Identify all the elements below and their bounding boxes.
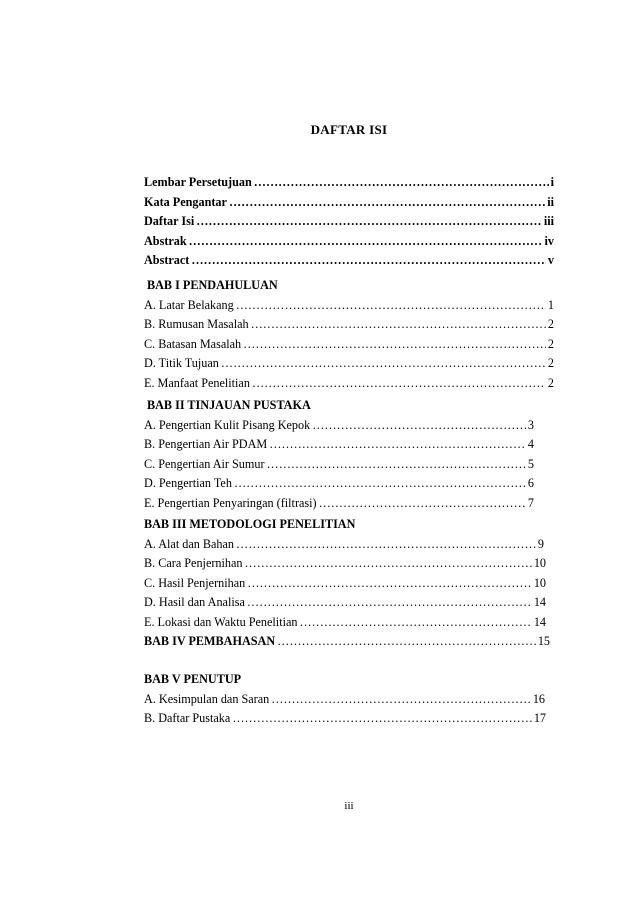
- toc-entry-label: A. Alat dan Bahan: [144, 536, 235, 551]
- toc-entry: [144, 613, 546, 633]
- bab2-heading: BAB II TINJAUAN PUSTAKA: [147, 398, 311, 412]
- toc-leader-dots: [254, 173, 549, 193]
- bab2-section: [144, 396, 554, 514]
- toc-leader-dots: [234, 474, 526, 494]
- toc-entry-label: B. Cara Penjernihan: [144, 556, 243, 571]
- toc-entry: [144, 416, 534, 436]
- toc-leader-dots: [252, 374, 546, 394]
- toc-entry: [144, 632, 550, 652]
- bab1-heading: BAB I PENDAHULUAN: [147, 278, 278, 292]
- toc-entry-label: E. Lokasi dan Waktu Penelitian: [144, 614, 298, 629]
- toc-entry-page: 2: [547, 336, 554, 351]
- toc-entry-page: i: [550, 175, 554, 189]
- toc-entry-page: 15: [537, 634, 550, 648]
- toc-entry-page: 2: [547, 356, 554, 371]
- toc-entry: [144, 435, 534, 455]
- toc-entry: [144, 593, 546, 613]
- toc-leader-dots: [319, 494, 526, 514]
- page-title: DAFTAR ISI: [310, 122, 388, 137]
- toc-leader-dots: [243, 335, 546, 355]
- toc-leader-dots: [312, 416, 526, 436]
- toc-entry-label: Abstrak: [144, 233, 187, 248]
- toc-entry-page: 17: [533, 711, 546, 726]
- toc-entry: [144, 251, 554, 271]
- toc-entry-label: Lembar Persetujuan: [144, 175, 252, 189]
- toc-entry-page: 2: [547, 375, 554, 390]
- toc-entry-label: B. Daftar Pustaka: [144, 711, 231, 726]
- toc-entry: [144, 173, 554, 193]
- toc-entry-page: v: [547, 253, 554, 268]
- toc-entry-page: 4: [527, 437, 534, 452]
- toc-leader-dots: [229, 193, 545, 213]
- toc-entry: [144, 374, 554, 394]
- toc-entry: [144, 554, 546, 574]
- toc-entry-label: D. Hasil dan Analisa: [144, 595, 245, 610]
- toc-leader-dots: [236, 296, 546, 316]
- toc-entry-page: 2: [547, 317, 554, 332]
- toc-entry-label: B. Pengertian Air PDAM: [144, 437, 268, 452]
- toc-leader-dots: [189, 232, 543, 252]
- toc-entry-label: Daftar Isi: [144, 214, 195, 229]
- toc-entry-label: E. Manfaat Penelitian: [144, 375, 250, 390]
- toc-entry-page: 10: [533, 575, 546, 590]
- bab5-heading: BAB V PENUTUP: [144, 672, 242, 686]
- toc-entry: [144, 494, 534, 514]
- toc-leader-dots: [247, 574, 532, 594]
- toc-leader-dots: [191, 251, 546, 271]
- toc-entry: [144, 574, 546, 594]
- toc-entry-page: 3: [527, 417, 534, 432]
- toc-entry-label: C. Hasil Penjernihan: [144, 575, 246, 590]
- toc-entry: [144, 232, 554, 252]
- toc-entry-label: B. Rumusan Masalah: [144, 317, 249, 332]
- toc-entry-page: iv: [544, 233, 554, 248]
- toc-entry-label: C. Batasan Masalah: [144, 336, 242, 351]
- toc-entry-label: C. Pengertian Air Sumur: [144, 456, 265, 471]
- toc-leader-dots: [221, 354, 546, 374]
- toc-entry-page: 6: [527, 476, 534, 491]
- toc-leader-dots: [236, 535, 536, 555]
- toc-entry-page: 14: [533, 614, 546, 629]
- toc-entry: [144, 690, 545, 710]
- toc-entry-label: E. Pengertian Penyaringan (filtrasi): [144, 495, 317, 510]
- toc-entry-label: A. Latar Belakang: [144, 297, 234, 312]
- page-number: iii: [344, 800, 354, 812]
- bab3-section: [144, 515, 554, 633]
- toc-leader-dots: [232, 709, 532, 729]
- toc-entry: [144, 193, 554, 213]
- toc-entry-label: Kata Pengantar: [144, 194, 227, 209]
- toc-entry-page: iii: [543, 214, 554, 229]
- toc-leader-dots: [277, 632, 536, 652]
- toc-entry-label: A. Kesimpulan dan Saran: [144, 691, 270, 706]
- toc-leader-dots: [245, 554, 532, 574]
- toc-entry-page: ii: [547, 194, 554, 209]
- toc-entry: [144, 709, 546, 729]
- toc-leader-dots: [271, 690, 531, 710]
- toc-entry-page: 10: [533, 556, 546, 571]
- toc-entry: [144, 354, 554, 374]
- toc-entry-page: 1: [547, 297, 554, 312]
- toc-entry: [144, 474, 534, 494]
- toc-leader-dots: [299, 613, 531, 633]
- toc-entry-page: 14: [533, 595, 546, 610]
- toc-leader-dots: [269, 435, 526, 455]
- toc-entry-label: A. Pengertian Kulit Pisang Kepok: [144, 417, 311, 432]
- toc-entry-label: D. Titik Tujuan: [144, 356, 219, 371]
- toc-entry: [144, 212, 554, 232]
- bab4-heading: BAB IV PEMBAHASAN: [144, 634, 276, 648]
- toc-entry: [144, 335, 554, 355]
- toc-entry-label: D. Pengertian Teh: [144, 476, 232, 491]
- bab1-section: [144, 276, 554, 394]
- toc-leader-dots: [251, 315, 546, 335]
- toc-leader-dots: [196, 212, 542, 232]
- bab3-heading: BAB III METODOLOGI PENELITIAN: [144, 517, 356, 531]
- toc-entry-page: 7: [527, 495, 534, 510]
- toc-entry: [144, 296, 554, 316]
- toc-entry-page: 16: [532, 691, 545, 706]
- toc-leader-dots: [247, 593, 532, 613]
- toc-entry-page: 5: [527, 456, 534, 471]
- toc-entry-label: Abstract: [144, 253, 190, 268]
- toc-entry: [144, 535, 544, 555]
- toc-leader-dots: [267, 455, 526, 475]
- toc-entry: [144, 455, 534, 475]
- bab5-section: [144, 670, 554, 729]
- toc-entry: [144, 315, 554, 335]
- toc-entry-page: 9: [537, 536, 544, 551]
- bab4-section: [144, 632, 554, 652]
- front-matter-list: [144, 173, 554, 271]
